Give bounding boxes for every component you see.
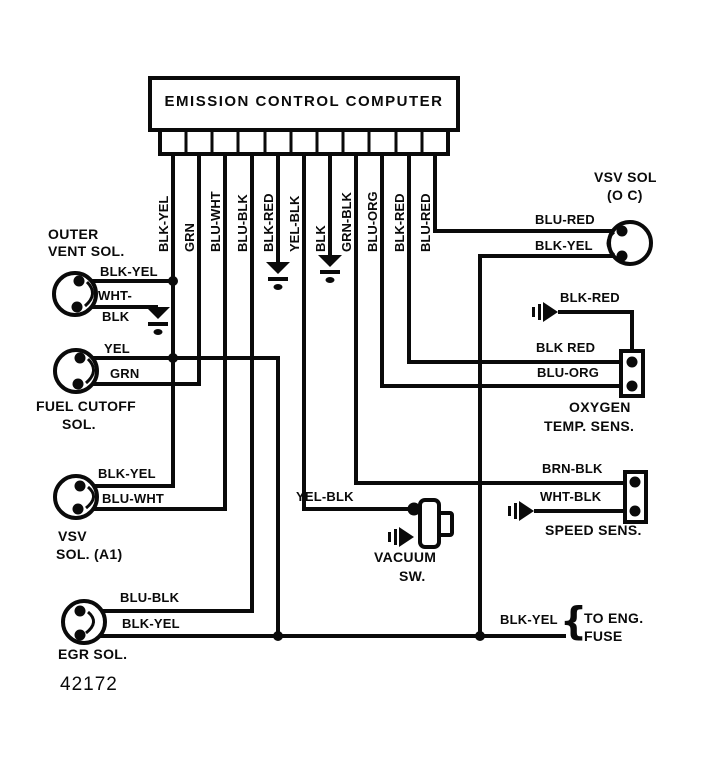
- egr-wire-bottom-label: BLK-YEL: [122, 616, 180, 631]
- ground-icon: [508, 501, 534, 521]
- vsv-sol-oc-symbol: [609, 222, 651, 264]
- pin-wire-label-2: GRN: [182, 223, 197, 252]
- ecc-title: EMISSION CONTROL COMPUTER: [164, 93, 444, 110]
- pin-wire-label-3: BLU-WHT: [208, 191, 223, 252]
- oxygen-sens-name-1: OXYGEN: [569, 399, 631, 415]
- vsv-a1-name-2: SOL. (A1): [56, 546, 123, 562]
- oxygen-sens-wire-top-label: BLK RED: [536, 340, 596, 355]
- fuse-note-line-1: TO ENG.: [584, 610, 644, 626]
- fuse-brace: {: [560, 599, 588, 643]
- fuse-wire-label: BLK-YEL: [500, 612, 558, 627]
- sensor-symbols: [621, 351, 646, 522]
- vsv-oc-wire-top-label: BLU-RED: [535, 212, 595, 227]
- pin-wire-label-5: BLK-RED: [261, 193, 276, 252]
- ground-icon: [532, 302, 558, 322]
- pin-wire-label-6: YEL-BLK: [287, 195, 302, 252]
- speed-sens-wire-bottom-label: WHT-BLK: [540, 489, 602, 504]
- speed-sens-name: SPEED SENS.: [545, 522, 642, 538]
- vacuum-sw-symbol: [420, 500, 452, 547]
- oxygen-sens-name-2: TEMP. SENS.: [544, 418, 635, 434]
- pin-wire-label-4: BLU-BLK: [235, 194, 250, 252]
- junction-dots: [168, 276, 485, 641]
- fuel-cutoff-wire-bottom-label: GRN: [110, 366, 140, 381]
- ground-icon: [266, 262, 290, 290]
- fuel-cutoff-sol-name-2: SOL.: [62, 416, 96, 432]
- vacuum-sw-terminal-dot: [408, 503, 421, 516]
- pin-wire-label-8: GRN-BLK: [339, 192, 354, 252]
- egr-wire-top-label: BLU-BLK: [120, 590, 180, 605]
- solenoid-coil-arcs: [85, 232, 614, 633]
- outer-vent-wire-bottom-label-1: WHT-: [98, 288, 133, 303]
- speed-sens-wire-top-label: BRN-BLK: [542, 461, 603, 476]
- pin-wire-label-10: BLK-RED: [392, 193, 407, 252]
- pin-wire-label-11: BLU-RED: [418, 193, 433, 252]
- ground-icon: [318, 255, 342, 283]
- pin-wire-label-1: BLK-YEL: [156, 195, 171, 252]
- ground-icon: [146, 307, 170, 335]
- vsv-a1-wire-bottom-label: BLU-WHT: [102, 491, 165, 506]
- oxygen-sens-wire-bottom-label: BLU-ORG: [537, 365, 600, 380]
- vsv-a1-wire-top-label: BLK-YEL: [98, 466, 156, 481]
- vsv-oc-wire-bottom-label: BLK-YEL: [535, 238, 593, 253]
- vacuum-sw-name-2: SW.: [399, 568, 426, 584]
- vacuum-sw-name-1: VACUUM: [374, 549, 437, 565]
- vsv-a1-name-1: VSV: [58, 528, 87, 544]
- fuse-note-line-2: FUSE: [584, 628, 623, 644]
- pin-wire-label-7: BLK: [313, 225, 328, 252]
- vsv-oc-name-1: VSV SOL: [594, 169, 657, 185]
- vacuum-sw-wire-label: YEL-BLK: [296, 489, 354, 504]
- outer-vent-wire-bottom-label-2: BLK: [102, 309, 130, 324]
- ecc-connector: [160, 130, 448, 154]
- figure-number: 42172: [60, 674, 118, 695]
- outer-vent-sol-name-2: VENT SOL.: [48, 243, 125, 259]
- ecc-box: [150, 78, 458, 154]
- outer-vent-wire-top-label: BLK-YEL: [100, 264, 158, 279]
- outer-vent-sol-name-1: OUTER: [48, 226, 99, 242]
- vsv-oc-name-2: (O C): [607, 187, 643, 203]
- ground-icon: [388, 527, 414, 547]
- egr-sol-name: EGR SOL.: [58, 646, 128, 662]
- fuel-cutoff-wire-top-label: YEL: [104, 341, 130, 356]
- fuel-cutoff-sol-name-1: FUEL CUTOFF: [36, 398, 137, 414]
- pin-wire-label-9: BLU-ORG: [365, 191, 380, 252]
- oxygen-sens-ground-wire-label: BLK-RED: [560, 290, 620, 305]
